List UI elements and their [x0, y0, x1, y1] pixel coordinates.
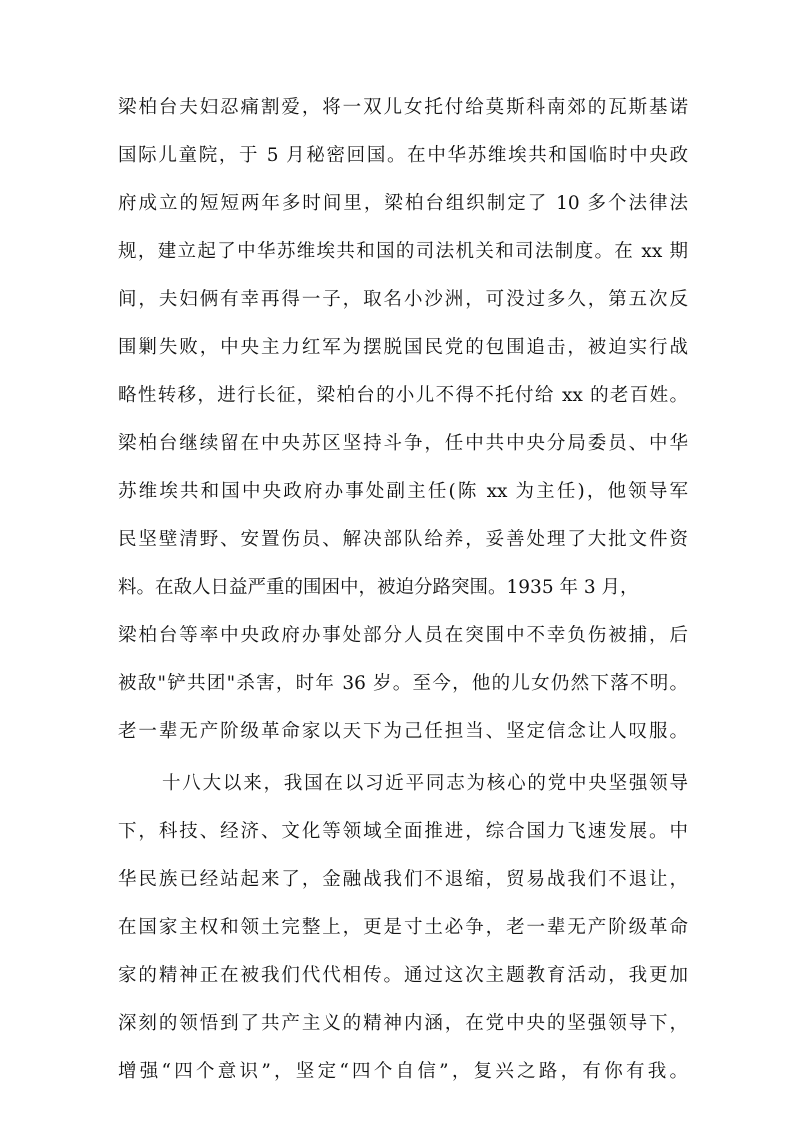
paragraph-line: 被敌"铲共团"杀害，时年 36 岁。至今，他的儿女仍然下落不明。 [118, 673, 688, 694]
paragraph-line: 苏维埃共和国中央政府办事处副主任(陈 xx 为主任)，他领导军 [118, 481, 688, 502]
paragraph-line: 下，科技、经济、文化等领域全面推进，综合国力飞速发展。中 [118, 821, 688, 842]
paragraph-line: 民坚壁清野、安置伤员、解决部队给养，妥善处理了大批文件资 [118, 529, 688, 550]
paragraph-line: 老一辈无产阶级革命家以天下为己任担当、坚定信念让人叹服。 [118, 721, 688, 742]
paragraph-line: 规，建立起了中华苏维埃共和国的司法机关和司法制度。在 xx 期 [118, 241, 688, 262]
paragraph-line: 深刻的领悟到了共产主义的精神内涵，在党中央的坚强领导下， [118, 1013, 688, 1034]
paragraph-line: 家的精神正在被我们代代相传。通过这次主题教育活动，我更加 [118, 965, 688, 986]
paragraph-line: 围剿失败，中央主力红军为摆脱国民党的包围追击，被迫实行战 [118, 337, 688, 358]
paragraph-line: 间，夫妇俩有幸再得一子，取名小沙洲，可没过多久，第五次反 [118, 289, 688, 310]
paragraph-line: 府成立的短短两年多时间里，梁柏台组织制定了 10 多个法律法 [118, 193, 688, 214]
paragraph-line: 料。在敌人日益严重的围困中，被迫分路突围。1935 年 3 月， [118, 577, 639, 598]
paragraph-line: 华民族已经站起来了，金融战我们不退缩，贸易战我们不退让， [118, 869, 688, 890]
paragraph-line: 梁柏台等率中央政府办事处部分人员在突围中不幸负伤被捕，后 [118, 625, 688, 646]
paragraph-line: 梁柏台继续留在中央苏区坚持斗争，任中共中央分局委员、中华 [118, 433, 688, 454]
paragraph-line: 增强“四个意识”，坚定“四个自信”，复兴之路，有你有我。 [118, 1061, 688, 1082]
paragraph-line: 十八大以来，我国在以习近平同志为核心的党中央坚强领导 [162, 773, 688, 794]
paragraph-line: 国际儿童院，于 5 月秘密回国。在中华苏维埃共和国临时中央政 [118, 145, 688, 166]
paragraph-line: 在国家主权和领土完整上，更是寸土必争，老一辈无产阶级革命 [118, 917, 688, 938]
paragraph-line: 略性转移，进行长征，梁柏台的小儿不得不托付给 xx 的老百姓。 [118, 385, 688, 406]
paragraph-line: 梁柏台夫妇忍痛割爱，将一双儿女托付给莫斯科南郊的瓦斯基诺 [118, 97, 688, 118]
